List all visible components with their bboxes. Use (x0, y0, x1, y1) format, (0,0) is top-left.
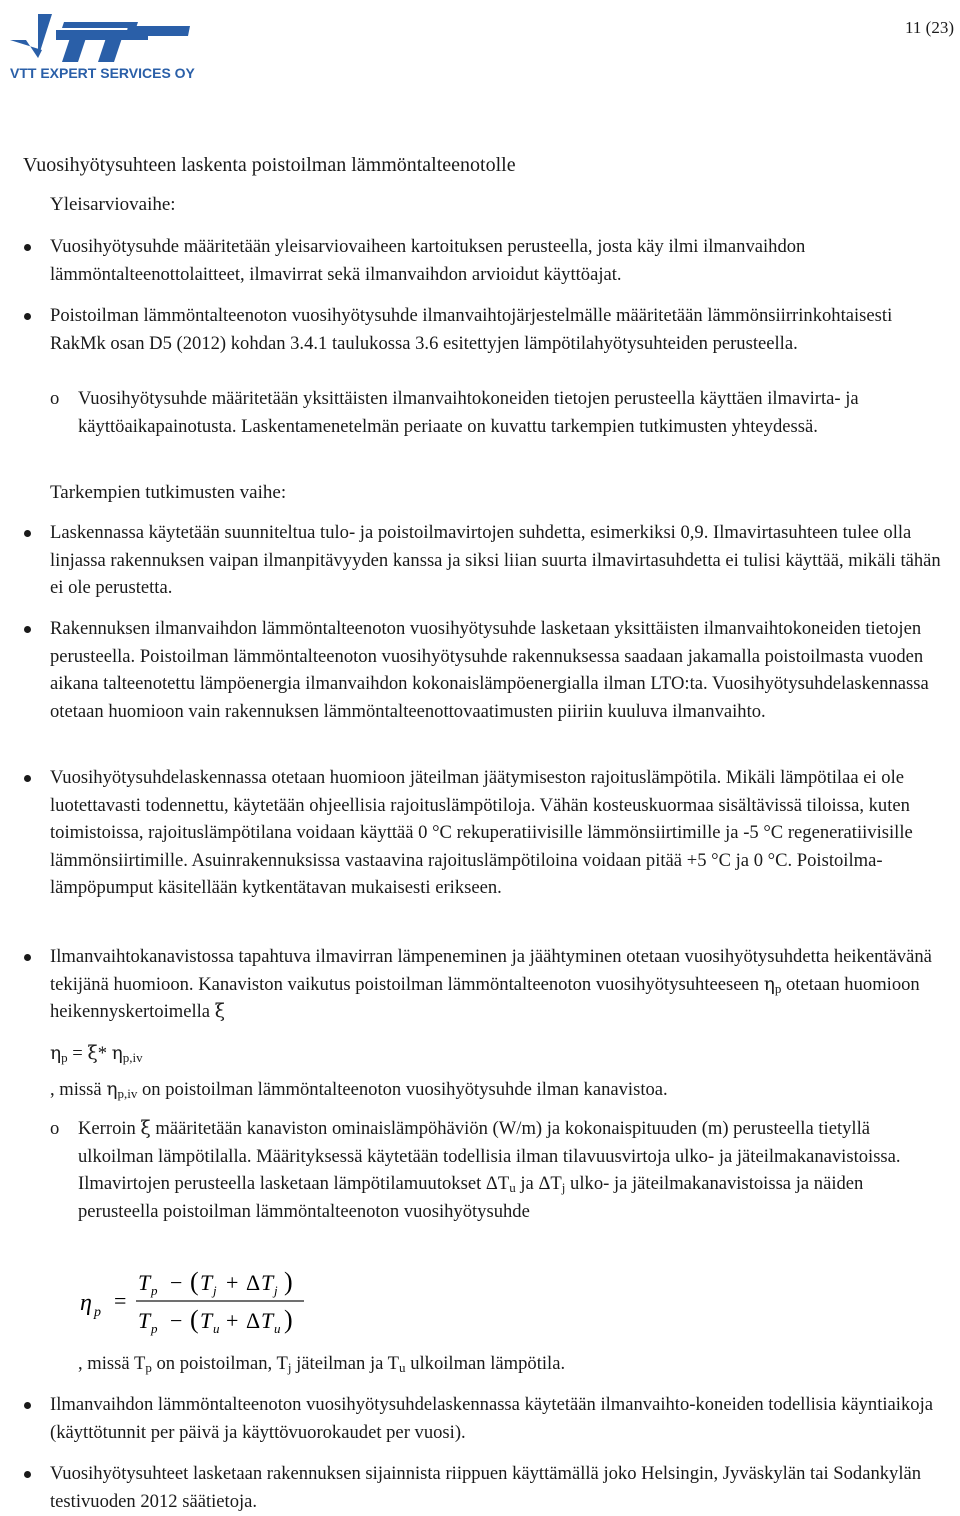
section-heading-tarkemmat: Tarkempien tutkimusten vaihe: (50, 482, 287, 503)
den-sub-u: u (213, 1321, 220, 1336)
vtt-logo (8, 6, 198, 82)
sub-bullet-marker: o (50, 1118, 60, 1139)
sub-bullet-marker: o (50, 388, 60, 409)
eta-symbol: η (111, 1043, 123, 1064)
eta-symbol: η (763, 973, 775, 995)
list-item: Vuosihyötysuhteet lasketaan rakennuksen sijainnista riippuen käyttämällä joko Helsingin, Jyväskylän tai Sodankylän testivuoden 2012 säätietoja. (50, 1460, 945, 1515)
note2-text-a: , missä T (78, 1353, 146, 1374)
xi-symbol: ξ (87, 1043, 98, 1064)
delta-tj: ΔT (538, 1173, 562, 1195)
note2-text-c: jäteilman ja T (291, 1353, 400, 1374)
eta-sub-piv: p,iv (122, 1050, 143, 1065)
vtt-logo-icon (8, 6, 198, 82)
num-lparen: ( (190, 1267, 199, 1296)
page-number: 11 (23) (905, 18, 954, 37)
sub-u: u (399, 1360, 406, 1375)
sub-p: p (145, 1360, 152, 1375)
den-sub-u2: u (274, 1321, 281, 1336)
sub-list-item (50, 385, 945, 440)
sub-j: j (287, 1360, 292, 1375)
sub-list-text: Vuosihyötysuhde määritetään yksittäisten ilmanvaihtokoneiden tietojen perusteella käyttäen ilmavirta- ja käyttöaikapainotusta. Laskentamenetelmän periaate on kuvattu tarkempien tutkimusten yhteydessä. (78, 388, 859, 437)
num-T-j2: T (261, 1270, 274, 1295)
den-T-p: T (138, 1308, 151, 1333)
den-plus: + (226, 1308, 239, 1333)
num-sub-j2: j (274, 1283, 278, 1298)
den-sub-p: p (151, 1321, 158, 1336)
list-item: Vuosihyötysuhde määritetään yleisarviovaiheen kartoituksen perusteella, josta käy ilmi ilmanvaihdon lämmöntalteenottolaitteet, ilmavirrat sekä ilmanvaihdon arvioidut käyttöajat. (50, 233, 945, 288)
formula-eta-p (78, 1262, 318, 1340)
den-delta: Δ (246, 1308, 261, 1333)
num-sub-j: j (213, 1283, 217, 1298)
num-rparen: ) (284, 1267, 293, 1296)
list-item: Rakennuksen ilmanvaihdon lämmöntalteenoton vuosihyötysuhde lasketaan yksittäisten ilmanvaihtokoneiden tietojen perusteella. Poistoilman lämmöntalteenoton vuosihyötysuhde rakennuksessa saadaan jakamalla poistoilmasta vuoden aikana talteenotettu lämpöenergia ilmanvaihdon kokonaislämpöenergialla ilman LTO:ta. Vuosihyötysuhdelaskennassa otetaan huomioon vain rakennuksen lämmöntalteenottovaatimusten piiriin kuuluva ilmanvaihto. (50, 615, 945, 725)
den-T-u2: T (261, 1308, 274, 1333)
page-title: Vuosihyötysuhteen laskenta poistoilman lämmöntalteenotolle (23, 154, 516, 176)
sub2-text-b: määritetään kanaviston ominaislämpöhäviön (W/m) ja kokonaispituuden (m) perusteella tietyllä ulkoilman lämpötilalla. Määrityksessä käytetään todellisia ilman tilavuusvirtoja ulko- ja jäteilmakanavistoissa. Ilmavirtojen perusteella lasketaan lämpötilamuutokset (78, 1118, 901, 1195)
formula-eta: η (80, 1290, 92, 1316)
sub-j: j (561, 1180, 566, 1196)
sub-list-item (50, 1115, 945, 1225)
note-text-b: on poistoilman lämmöntalteenoton vuosihyötysuhde ilman kanavistoa. (137, 1079, 668, 1100)
note-eta-piv (50, 1076, 668, 1104)
formula-equals: = (114, 1288, 127, 1313)
logo-subtext: VTT EXPERT SERVICES OY (10, 65, 195, 81)
delta-tu: ΔT (485, 1173, 510, 1195)
eta-sub: p (774, 980, 782, 996)
eta-sub: p (61, 1050, 68, 1065)
sub2-text-a: Kerroin (78, 1118, 141, 1139)
num-T-p: T (138, 1270, 151, 1295)
xi-symbol: ξ (214, 1001, 225, 1023)
sub2-text-c: ulko- ja jäteilmakanavistoissa ja näiden perusteella poistoilman lämmöntalteenoton vuosihyötysuhde (78, 1173, 864, 1222)
sub-u: u (509, 1180, 516, 1196)
equals: = (67, 1043, 88, 1064)
asterisk: * (97, 1043, 112, 1064)
eta-symbol: η (106, 1079, 118, 1100)
num-plus: + (226, 1270, 239, 1295)
equation-eta-p (50, 1040, 143, 1068)
eta-symbol: η (50, 1043, 62, 1064)
num-minus: − (170, 1270, 183, 1295)
note2-text-d: ulkoilman lämpötila. (405, 1353, 566, 1374)
list-item: Poistoilman lämmöntalteenoton vuosihyötysuhde ilmanvaihtojärjestelmälle määritetään lämmönsiirrinkohtaisesti RakMk osan D5 (2012) kohdan 3.4.1 taulukossa 3.6 esitettyjen lämpötilahyötysuhteiden perusteella. (50, 302, 945, 357)
list-item (50, 943, 945, 1026)
note-text-a: , missä (50, 1079, 107, 1100)
formula-eta-sub: p (94, 1305, 101, 1320)
num-delta: Δ (246, 1270, 261, 1295)
bullet4-text-b: otetaan huomioon heikennyskertoimella (50, 973, 920, 1023)
sub-list-text (50, 1115, 945, 1225)
sub2-ja: ja (515, 1173, 539, 1195)
note-temperatures (78, 1350, 565, 1378)
num-sub-p: p (151, 1283, 158, 1298)
den-minus: − (170, 1308, 183, 1333)
list-item: Ilmanvaihdon lämmöntalteenoton vuosihyötysuhdelaskennassa käytetään ilmanvaihto-koneiden todellisia käyntiaikoja (käyttötunnit per päivä ja käyttövuorokaudet per vuosi). (50, 1391, 945, 1446)
list-item: Vuosihyötysuhdelaskennassa otetaan huomioon jäteilman jäätymiseston rajoituslämpötila. Mikäli lämpötilaa ei ole luotettavasti todennettu, käytetään ohjeellisia rajoituslämpötiloja. Vähän kosteuskuormaa sisältävissä tiloissa, kuten toimistoissa, rajoituslämpötilana voidaan käyttää 0 °C rekuperatiivisille lämmönsiirtimille ja -5 °C regeneratiivisille lämmönsiirtimille. Asuinrakennuksissa vastaavina rajoituslämpötiloina voidaan pitää +5 °C ja 0 °C. Poistoilma-lämpöpumput käsitellään kytkentätavan mukaisesti erikseen. (50, 764, 945, 902)
den-rparen: ) (284, 1305, 293, 1334)
eta-sub-piv: p,iv (117, 1086, 138, 1101)
list-item: Laskennassa käytetään suunniteltua tulo- ja poistoilmavirtojen suhdetta, esimerkiksi 0,9. Ilmavirtasuhteen tulee olla linjassa rakennuksen vaipan ilmanpitävyyden kanssa ja siksi liian suurta ilmavirtasuhdetta ei tulisi käyttää, mikäli tähän ei ole perustetta. (50, 519, 945, 602)
xi-symbol: ξ (140, 1118, 151, 1139)
section-heading-yleisarvio: Yleisarviovaihe: (50, 194, 176, 215)
den-lparen: ( (190, 1305, 199, 1334)
num-T-j: T (200, 1270, 213, 1295)
note2-text-b: on poistoilman, T (151, 1353, 288, 1374)
bullet4-text-a: Ilmanvaihtokanavistossa tapahtuva ilmavirran lämpeneminen ja jäähtyminen otetaan vuosihyötysuhdetta heikentävänä tekijänä huomioon. Kanaviston vaikutus poistoilman lämmöntalteenoton vuosihyötysuhteeseen (50, 946, 932, 995)
den-T-u: T (200, 1308, 213, 1333)
